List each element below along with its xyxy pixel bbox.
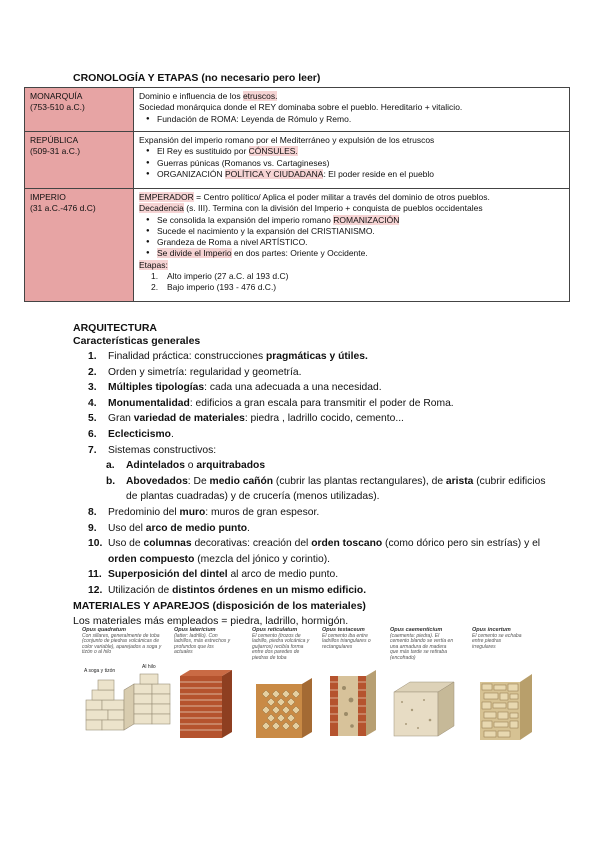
list-item: 2. Orden y simetría: regularidad y geometría. [88, 366, 302, 378]
opus-caementicium-image [390, 676, 462, 738]
caracteristicas-list [88, 349, 548, 599]
list-item: 12. Utilización de distintos órdenes en un mismo edificio. [88, 584, 367, 596]
list-item: 11. Superposición del dintel al arco de medio punto. [88, 569, 339, 581]
era-cell: MONARQUÍA (753-510 a.C.) [25, 88, 134, 132]
materiales-text: Los materiales más empleados = piedra, ladrillo, hormigón. [73, 615, 349, 627]
plate-opus-caementicium: Opus caementicium (caementa: piedra). El cemento blando se vertía en una armadura de madera que más tarde se retiraba (encofrado) [390, 628, 462, 662]
table-row [25, 132, 570, 189]
plate-opus-quadratum: Opus quadratum Con sillares, generalmente de toba (conjunto de piedras volcánicas de color variable), aparejados a soga y tizón o al hilo A soga y tizón Al hilo [82, 628, 172, 656]
opus-reticulatum-image [252, 674, 316, 740]
list-item: b. Abovedados: De medio cañón (cubrir las plantas rectangulares), de arista (cubrir edificios de plantas cuadradas) y de crucería (menos utilizadas). [106, 475, 546, 503]
table-row [25, 189, 570, 302]
list-item: 1. Finalidad práctica: construcciones pragmáticas y útiles. [88, 351, 368, 362]
era-description: Dominio e influencia de los etruscos. Sociedad monárquica donde el REY dominaba sobre el pueblo. Hereditario + vitalicio. ● Fundación de ROMA: Leyenda de Rómulo y Remo. [134, 88, 570, 132]
plate-opus-testaceum: Opus testaceum El cemento iba entre ladrillos triangulares o rectangulares [322, 628, 382, 650]
chronology-title: CRONOLOGÍA Y ETAPAS (no necesario pero leer) [73, 72, 321, 84]
list-item: 3. Múltiples tipologías: cada una adecuada a una necesidad. [88, 382, 382, 394]
table-row [25, 88, 570, 132]
list-item: 6. Eclecticismo. [88, 428, 174, 440]
list-item: a. Adintelados o arquitrabados [106, 460, 266, 472]
aparejos-illustration [82, 628, 542, 740]
opus-latericium-image [174, 662, 236, 740]
list-item: 7. Sistemas constructivos: [88, 444, 217, 456]
list-item: 5. Gran variedad de materiales: piedra , ladrillo cocido, cemento... [88, 413, 404, 425]
era-description: Expansión del imperio romano por el Mediterráneo y expulsión de los etruscos ● El Rey es sustituido por CÓNSULES. ● Guerras púnicas (Romanos vs. Cartagineses) ● ORGANIZACIÓN POLÍTICA Y CIUDADANA: El poder reside en el pueblo [134, 132, 570, 189]
era-cell: REPÚBLICA (509-31 a.C.) [25, 132, 134, 189]
era-cell: IMPERIO (31 a.C.-476 d.C) [25, 189, 134, 302]
era-description: EMPERADOR = Centro político/ Aplica el poder militar a través del dominio de otros pueblos. Decadencia (s. III). Termina con la división del Imperio + conquista de pueblos occidentales ● Se consolida la expansión del imperio romano ROMANIZACIÓN ● Sucede el nacimiento y la expansión del CRISTIANISMO. ● Grandeza de Roma a nivel ARTÍSTICO. ● Se divide el Imperio en dos partes: Oriente y Occidente. Etapas: 1. Alto imperio (27 a.C. al 193 d.C) 2. Bajo imperio (193 - 476 d.C.) [134, 189, 570, 302]
chronology-table [24, 87, 570, 302]
list-item: 9. Uso del arco de medio punto. [88, 522, 250, 534]
opus-testaceum-image [322, 664, 382, 736]
arquitectura-title: ARQUITECTURA [73, 322, 157, 334]
opus-quadratum-image [82, 660, 174, 738]
tag-soga-tizon: A soga y tizón [84, 668, 116, 674]
list-item: 4. Monumentalidad: edificios a gran escala para transmitir el poder de Roma. [88, 397, 454, 409]
plate-opus-reticulatum: Opus reticulatum El cemento (trozos de ladrillo, piedra volcánica y guijarros) recibía forma entre dos paredes de piedras de toba [252, 628, 316, 662]
arquitectura-subtitle: Características generales [73, 335, 201, 347]
materiales-title: MATERIALES Y APAREJOS (disposición de los materiales) [73, 600, 366, 612]
opus-incertum-image [472, 656, 542, 740]
list-item: 8. Predominio del muro: muros de gran espesor. [88, 506, 320, 518]
plate-opus-latericium: Opus latericium (latter: ladrillo). Con ladrillos, más estrechos y profundos que los actuales [174, 628, 234, 656]
list-item: 10. Uso de columnas decorativas: creación del orden toscano (como dórico pero sin estrías) y el orden compuesto (mezcla del jónico y corintio). [88, 538, 541, 565]
plate-opus-incertum: Opus incertum El cemento se echaba entre piedras irregulares [472, 628, 542, 650]
tag-al-hilo: Al hilo [142, 664, 156, 670]
